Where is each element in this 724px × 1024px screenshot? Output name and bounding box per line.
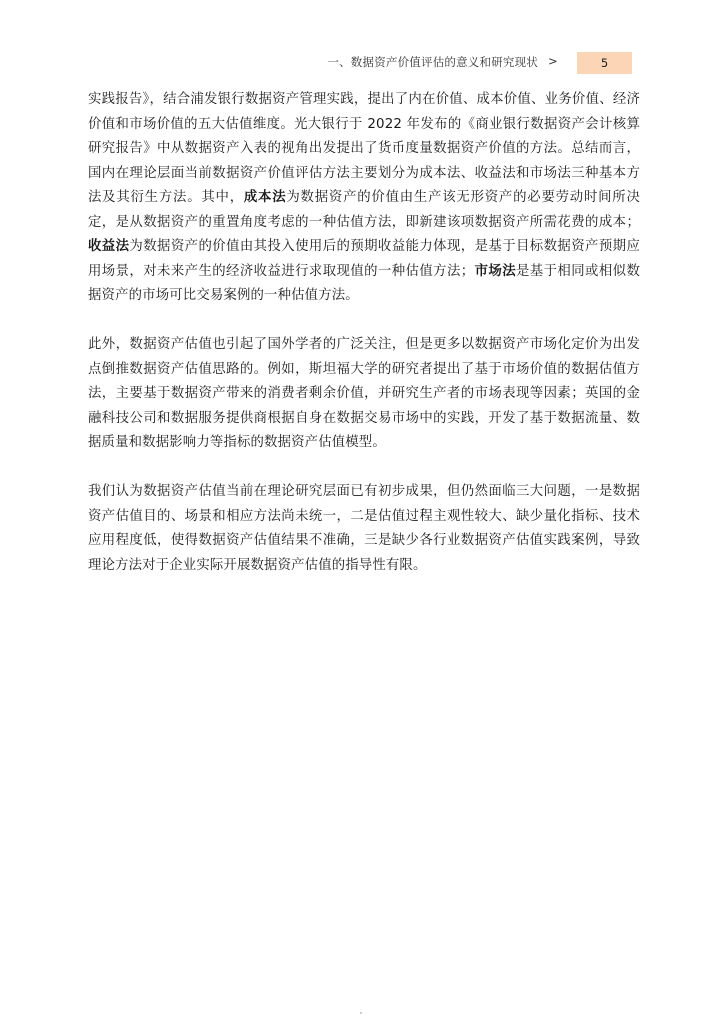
paragraph-valuation-methods	[88, 88, 640, 309]
term-market-method: 市场法	[474, 263, 516, 279]
term-cost-method: 成本法	[243, 190, 287, 205]
paragraph-foreign-research	[88, 333, 640, 456]
text-segment: 为数据资产的价值由生产该无形资产的必要劳动时间所决定，是从数据资产的重置角度考虑的一种估值方法，即新建该项数据资产所需花费的成本；	[88, 190, 641, 230]
paragraph-three-problems	[88, 480, 640, 578]
footer-mark	[360, 1012, 362, 1014]
page-number-badge: 5	[577, 52, 632, 74]
section-title: 一、数据资产价值评估的意义和研究现状	[327, 55, 538, 69]
body-text	[88, 88, 640, 578]
page-header	[0, 52, 724, 74]
chevron-right-icon: >	[548, 54, 558, 68]
text-segment: 是基于相同或相似数据资产的市场可比交易案例的一种估值方法。	[88, 263, 640, 303]
text-segment: 此外，数据资产估值也引起了国外学者的广泛关注，但是更多以数据资产市场化定价为出发点倒推数据资产估值思路的。例如，斯坦福大学的研究者提出了基于市场价值的数据估值方法，主要基于数据资产带来的消费者剩余价值，并研究生产者的市场表现等因素；英国的金融科技公司和数据服务提供商根据自身在数据交易市场中的实践，开发了基于数据流量、数据质量和数据影响力等指标的数据资产估值模型。	[88, 337, 640, 450]
text-segment: 实践报告》，结合浦发银行数据资产管理实践，提出了内在价值、成本价值、业务价值、经济价值和市场价值的五大估值维度。光大银行于 2022 年发布的《商业银行数据资产会计核算研究报告》中从数据资产入表的视角出发提出了货币度量数据资产价值的方法。总结而言，国内在理论层面当前数据资产价值评估方法主要划分为成本法、收益法和市场法三种基本方法及其衍生方法。其中，	[88, 92, 640, 205]
text-segment: 我们认为数据资产估值当前在理论研究层面已有初步成果，但仍然面临三大问题，一是数据资产估值目的、场景和相应方法尚未统一，二是估值过程主观性较大、缺少量化指标、技术应用程度低，使得数据资产估值结果不准确，三是缺少各行业数据资产估值实践案例，导致理论方法对于企业实际开展数据资产估值的指导性有限。	[88, 484, 640, 573]
term-income-method: 收益法	[88, 239, 130, 254]
text-segment: 为数据资产的价值由其投入使用后的预期收益能力体现，是基于目标数据资产预期应用场景，对未来产生的经济收益进行求取现值的一种估值方法；	[88, 239, 640, 279]
